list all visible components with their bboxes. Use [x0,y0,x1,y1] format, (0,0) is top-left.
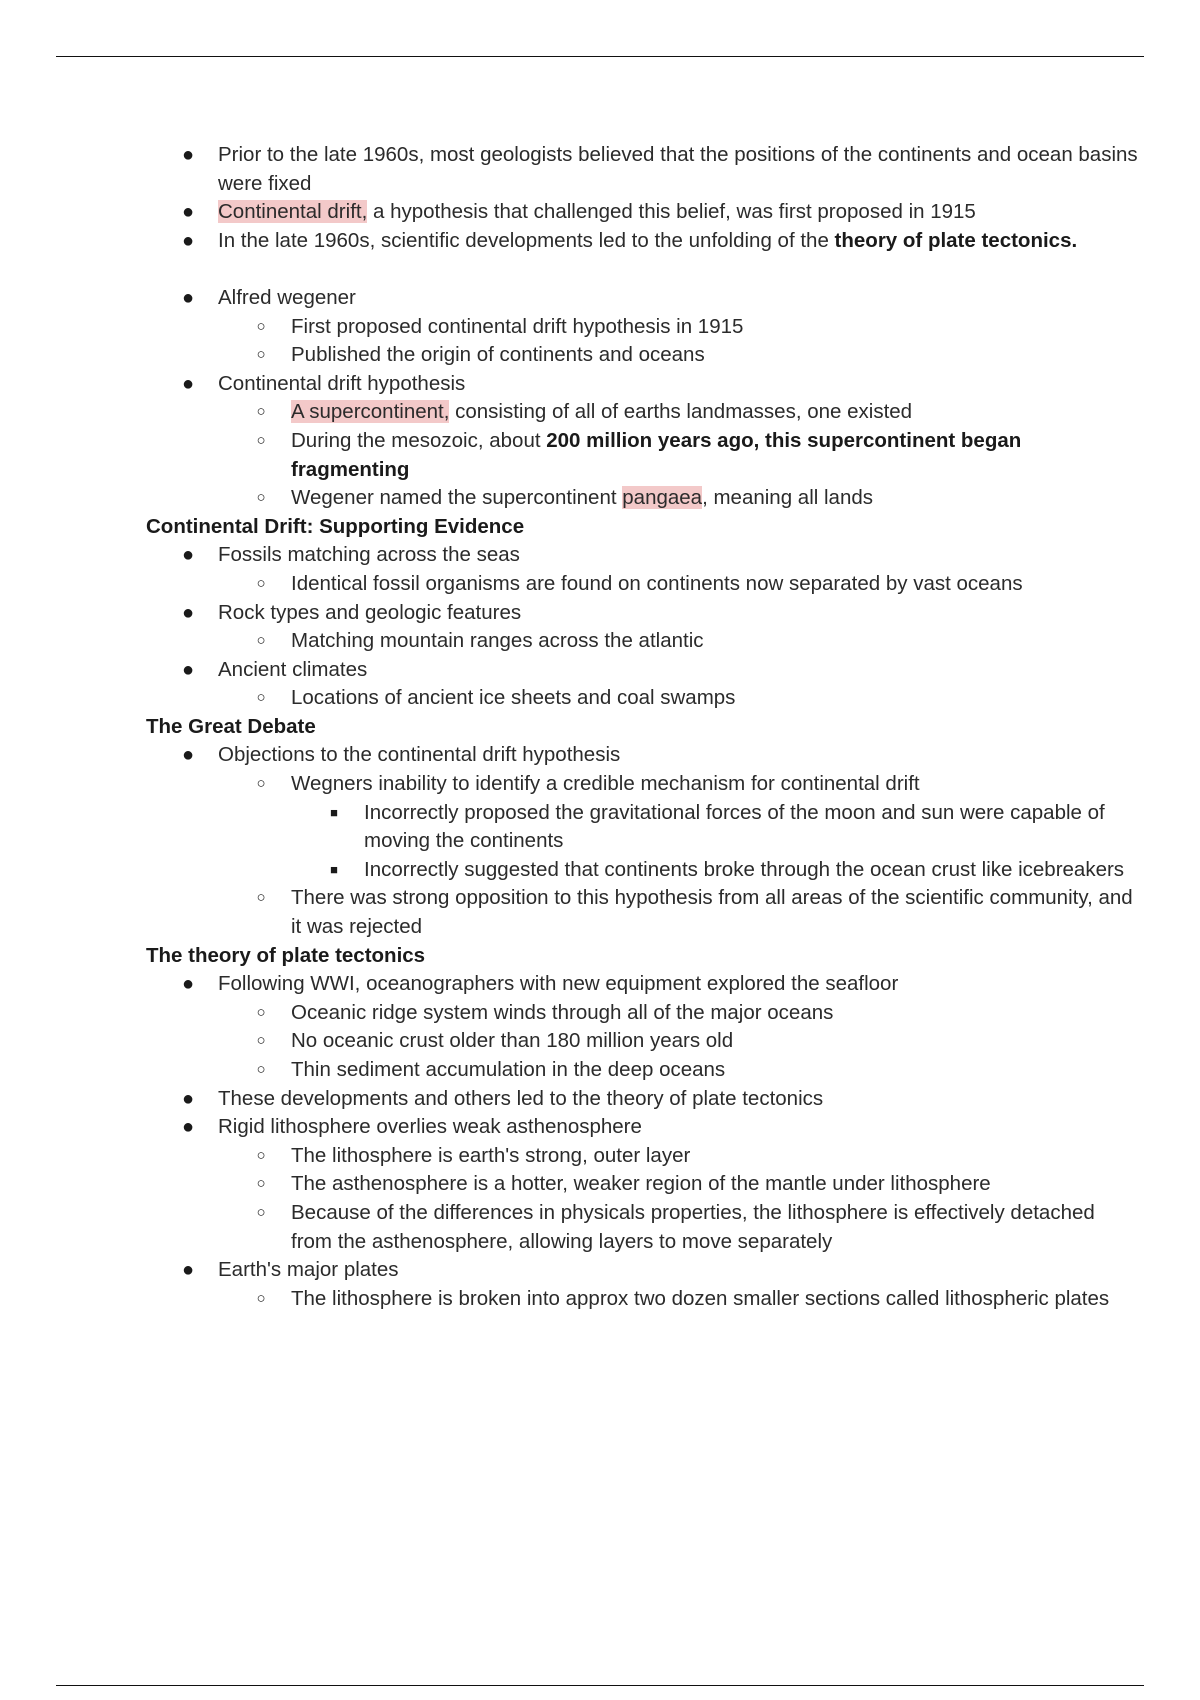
bullet-circle-icon: ○ [256,1003,266,1021]
list-item-level-1 [0,370,1200,399]
list-item-level-2 [0,684,1200,713]
text-run: Matching mountain ranges across the atlantic [291,629,704,653]
list-item-level-1 [0,656,1200,685]
bullet-circle-icon: ○ [256,1146,266,1164]
heading-text [146,715,316,738]
item-text [218,198,1200,227]
item-text [291,1142,1200,1171]
list-item-level-2 [0,627,1200,656]
bullet-circle-icon: ○ [256,574,266,592]
bullet-circle-icon: ○ [256,1203,266,1221]
list-item-level-1 [0,227,1200,256]
header-rule [56,56,1144,57]
item-text [291,1056,1200,1085]
bullet-dot-icon: ● [181,658,195,681]
bullet-circle-icon: ○ [256,632,266,650]
item-text [291,341,1200,370]
list-item-level-3 [0,856,1200,885]
list-item-level-2 [0,341,1200,370]
bullet-dot-icon: ● [181,973,195,996]
text-run: Fossils matching across the seas [218,543,520,567]
text-run: Continental drift hypothesis [218,371,466,395]
text-run: Incorrectly proposed the gravitational forces of the moon and sun were capable of moving the continents [364,800,1105,853]
list-item-level-3 [0,799,1200,856]
item-text [218,656,1200,685]
list-item-level-2 [0,1142,1200,1171]
list-item-level-2 [0,1027,1200,1056]
text-run: Prior to the late 1960s, most geologists believed that the positions of the continents and ocean basins were fixed [218,143,1138,195]
item-text [291,313,1200,342]
bullet-circle-icon: ○ [256,1061,266,1078]
item-text [218,141,1200,198]
text-run: Alfred wegener [218,285,356,309]
item-text [291,999,1200,1028]
item-text [364,799,1200,856]
text-run: The asthenosphere is a hotter, weaker region of the mantle under lithosphere [291,1172,991,1196]
item-text [218,370,1200,399]
bullet-dot-icon: ● [181,601,195,624]
list-item-level-2 [0,884,1200,941]
text-run: Thin sediment accumulation in the deep oceans [291,1058,726,1081]
bullet-circle-icon: ○ [256,431,266,449]
bullet-dot-icon: ● [181,1087,195,1110]
list-item-level-1 [0,141,1200,198]
list-item-level-2 [0,770,1200,799]
item-text [218,1256,1200,1285]
item-text [218,227,1200,256]
item-text [218,1085,1200,1114]
text-run: The lithosphere is broken into approx two dozen smaller sections called lithospheric plates [291,1286,1110,1310]
item-text [291,570,1200,599]
text-run: Incorrectly suggested that continents broke through the ocean crust like icebreakers [364,857,1125,881]
bullet-dot-icon: ● [181,1116,195,1139]
text-run: a hypothesis that challenged this belief, was first proposed in 1915 [367,200,976,224]
bullet-circle-icon: ○ [256,346,266,364]
bullet-circle-icon: ○ [256,403,266,421]
bullet-dot-icon: ● [181,286,195,309]
bullet-dot-icon: ● [181,201,195,224]
text-run: Rigid lithosphere overlies weak asthenosphere [218,1115,642,1139]
item-text [291,684,1200,713]
item-text [291,770,1200,799]
text-run: Ancient climates [218,657,368,681]
text-run: During the mesozoic, about [291,428,547,452]
text-run: Oceanic ridge system winds through all of the major oceans [291,1000,834,1024]
text-run: Published the origin of continents and oceans [291,343,705,367]
list-item-level-1 [0,1085,1200,1114]
list-item-level-2 [0,484,1200,513]
notes-document [0,141,1200,1313]
item-text [218,741,1200,770]
text-run: Following WWI, oceanographers with new equipment explored the seafloor [218,972,899,996]
bold-term: 200 million years ago, this supercontinent began fragmenting [291,428,1022,481]
list-item-level-1 [0,1256,1200,1285]
bullet-dot-icon: ● [181,744,195,767]
bullet-circle-icon: ○ [256,1175,266,1193]
text-run: First proposed continental drift hypothesis in 1915 [291,314,744,338]
list-item-level-2 [0,427,1200,484]
bullet-circle-icon: ○ [256,889,266,907]
bullet-dot-icon: ● [181,372,195,395]
item-text [218,284,1200,313]
bullet-circle-icon: ○ [256,689,266,707]
text-run: Because of the differences in physicals properties, the lithosphere is effectively detached from the asthenosphere, allowing layers to move separately [291,1200,1095,1253]
list-item-level-2 [0,1056,1200,1085]
bullet-dot-icon: ● [181,144,195,166]
list-item-level-1 [0,599,1200,628]
highlighted-term: A supercontinent, [291,400,450,424]
list-item-level-2 [0,1199,1200,1256]
bullet-circle-icon: ○ [256,1289,266,1307]
item-text [291,427,1200,484]
list-item-level-2 [0,1285,1200,1314]
section-heading [0,513,1200,542]
list-item-level-1 [0,541,1200,570]
text-run: Earth's major plates [218,1258,399,1282]
bullet-square-icon: ■ [330,861,338,877]
item-text [291,1285,1200,1314]
item-text [291,1170,1200,1199]
highlighted-term: Continental drift, [218,200,368,224]
list-item-level-2 [0,313,1200,342]
item-text [291,1027,1200,1056]
item-text [291,884,1200,941]
bullet-dot-icon: ● [181,544,195,567]
section-heading [0,713,1200,742]
item-text [218,541,1200,570]
item-text [218,599,1200,628]
heading-text [146,515,524,538]
item-text [218,1113,1200,1142]
heading-text [146,944,425,967]
text-run: There was strong opposition to this hypothesis from all areas of the scientific community, and it was rejected [291,886,1133,939]
highlighted-term: pangaea [622,486,703,510]
item-text [364,856,1200,885]
bullet-circle-icon: ○ [256,775,266,793]
list-item-level-1 [0,970,1200,999]
bullet-circle-icon: ○ [256,489,266,507]
list-item-level-2 [0,1170,1200,1199]
list-item-level-2 [0,570,1200,599]
list-item-level-1 [0,741,1200,770]
bullet-square-icon: ■ [330,804,338,820]
text-run: In the late 1960s, scientific developments led to the unfolding of the [218,228,835,252]
text-run: Wegners inability to identify a credible mechanism for continental drift [291,772,920,796]
text-run: The theory of plate tectonics [146,943,426,967]
text-run: consisting of all of earths landmasses, one existed [449,400,913,424]
bold-term: theory of plate tectonics. [834,228,1078,252]
text-run: Rock types and geologic features [218,600,522,624]
text-run: These developments and others led to the theory of plate tectonics [218,1086,824,1110]
bullet-dot-icon: ● [181,229,195,252]
text-run: Continental Drift: Supporting Evidence [146,514,525,538]
section-heading [0,942,1200,971]
item-text [291,484,1200,513]
list-item-level-1 [0,198,1200,227]
bullet-dot-icon: ● [181,1259,195,1282]
text-run: Locations of ancient ice sheets and coal swamps [291,686,736,710]
text-run: , meaning all lands [702,486,874,510]
text-run: The Great Debate [146,714,316,738]
footer-rule [56,1685,1144,1686]
bullet-circle-icon: ○ [256,1032,266,1050]
bullet-circle-icon: ○ [256,317,266,335]
text-run: Wegener named the supercontinent [291,486,623,510]
blank-line [0,255,1200,284]
text-run: The lithosphere is earth's strong, outer layer [291,1143,691,1167]
item-text [291,627,1200,656]
list-item-level-1 [0,284,1200,313]
list-item-level-2 [0,398,1200,427]
list-item-level-1 [0,1113,1200,1142]
list-item-level-2 [0,999,1200,1028]
item-text [291,1199,1200,1256]
text-run: Objections to the continental drift hypothesis [218,743,621,767]
text-run: No oceanic crust older than 180 million years old [291,1029,734,1053]
text-run: Identical fossil organisms are found on continents now separated by vast oceans [291,571,1023,595]
item-text [291,398,1200,427]
item-text [218,970,1200,999]
